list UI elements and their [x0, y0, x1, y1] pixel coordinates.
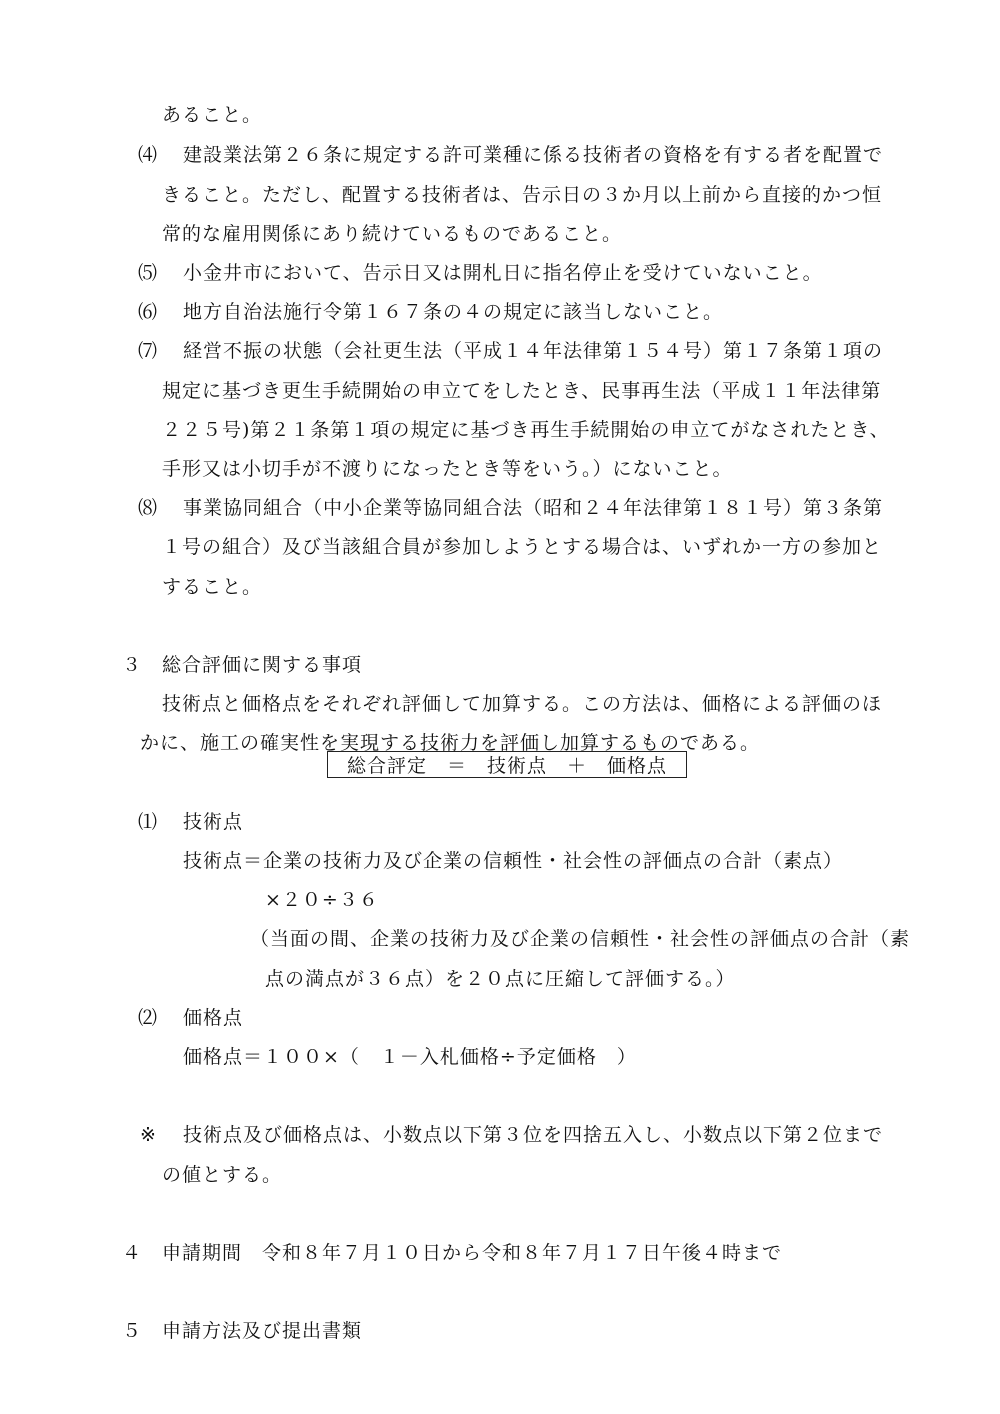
item-number: ⑵ — [138, 1007, 159, 1029]
text-line: １号の組合）及び当該組合員が参加しようとする場合は、いずれか一方の参加と — [162, 536, 883, 558]
text-line: 地方自治法施行令第１６７条の４の規定に該当しないこと。 — [183, 301, 724, 323]
text-line: 経営不振の状態（会社更生法（平成１４年法律第１５４号）第１７条第１項の — [183, 340, 884, 362]
item-number: ⑷ — [138, 144, 159, 166]
text-line: 建設業法第２６条に規定する許可業種に係る技術者の資格を有する者を配置で — [183, 144, 884, 166]
item-number: ⑺ — [138, 340, 159, 362]
text-line: 規定に基づき更生手続開始の申立てをしたとき、民事再生法（平成１１年法律第 — [162, 380, 882, 402]
text-line: すること。 — [162, 576, 263, 598]
text-line: あること。 — [162, 104, 263, 126]
text-line: ２２５号)第２１条第１項の規定に基づき再生手続開始の申立てがなされたとき、 — [162, 419, 890, 441]
item-number: ⑸ — [138, 262, 159, 284]
text-line: 価格点＝１００×（ １－入札価格÷予定価格 ） — [183, 1046, 637, 1068]
text-line: かに、施工の確実性を実現する技術力を評価し加算するものである。 — [140, 732, 761, 754]
item-number: ⑴ — [138, 811, 159, 833]
text-line: ×２０÷３６ — [265, 889, 379, 911]
text-line: 常的な雇用関係にあり続けているものであること。 — [162, 223, 623, 245]
section-number: ３ — [122, 654, 143, 676]
text-line: 小金井市において、告示日又は開札日に指名停止を受けていないこと。 — [183, 262, 823, 284]
section-heading: 申請期間 令和８年７月１０日から令和８年７月１７日午後４時まで — [162, 1242, 783, 1264]
text-line: きること。ただし、配置する技術者は、告示日の３か月以上前から直接的かつ恒 — [162, 184, 883, 206]
section-number: ４ — [122, 1242, 143, 1264]
subsection-heading: 技術点 — [183, 811, 244, 833]
note-mark: ※ — [140, 1124, 157, 1146]
text-line: の値とする。 — [162, 1164, 283, 1186]
text-line: 事業協同組合（中小企業等協同組合法（昭和２４年法律第１８１号）第３条第 — [183, 497, 884, 519]
text-line: 技術点＝企業の技術力及び企業の信頼性・社会性の評価点の合計（素点） — [183, 850, 844, 872]
section-heading: 申請方法及び提出書類 — [162, 1320, 363, 1342]
item-number: ⑻ — [138, 497, 159, 519]
formula-text: 総合評定 ＝ 技術点 ＋ 価格点 — [346, 755, 667, 777]
formula-box — [327, 751, 687, 778]
text-line: 技術点と価格点をそれぞれ評価して加算する。この方法は、価格による評価のほ — [162, 693, 883, 715]
section-number: ５ — [122, 1320, 143, 1342]
subsection-heading: 価格点 — [183, 1007, 244, 1029]
text-line: 手形又は小切手が不渡りになったとき等をいう。）にないこと。 — [162, 458, 733, 480]
item-number: ⑹ — [138, 301, 159, 323]
text-line: （当面の間、企業の技術力及び企業の信頼性・社会性の評価点の合計（素 — [250, 928, 911, 950]
text-line: 技術点及び価格点は、小数点以下第３位を四捨五入し、小数点以下第２位まで — [183, 1124, 884, 1146]
text-line: 点の満点が３６点）を２０点に圧縮して評価する。） — [265, 968, 736, 990]
section-heading: 総合評価に関する事項 — [162, 654, 363, 676]
